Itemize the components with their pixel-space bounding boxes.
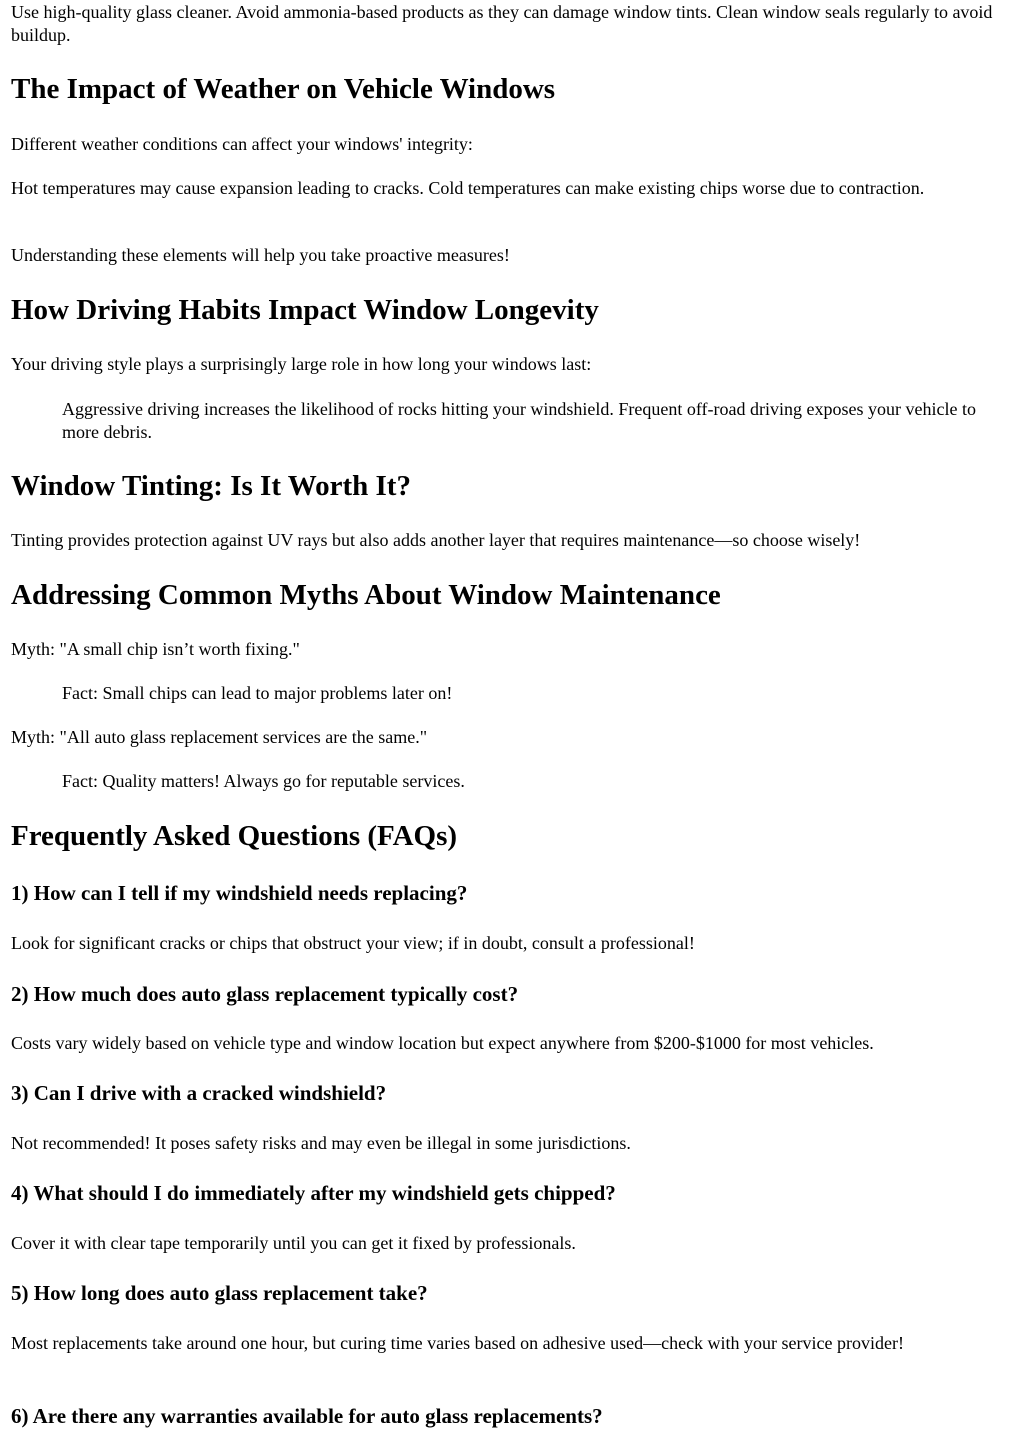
faq-question: 1) How can I tell if my windshield needs replacing? — [11, 881, 468, 905]
driving-heading: How Driving Habits Impact Window Longevity — [11, 294, 599, 326]
tinting-heading: Window Tinting: Is It Worth It? — [11, 470, 411, 502]
faq-heading: Frequently Asked Questions (FAQs) — [11, 820, 458, 852]
weather-lead-paragraph: Different weather conditions can affect your windows' integrity: — [11, 134, 473, 154]
faq-question: 4) What should I do immediately after my windshield gets chipped? — [11, 1181, 616, 1205]
weather-heading: The Impact of Weather on Vehicle Windows — [11, 73, 556, 105]
faq-answer: Not recommended! It poses safety risks and may even be illegal in some jurisdictions. — [11, 1133, 631, 1153]
faq-answer: Costs vary widely based on vehicle type and window location but expect anywhere from $200-$1000 for most vehicles. — [11, 1033, 874, 1053]
driving-lead-paragraph: Your driving style plays a surprisingly large role in how long your windows last: — [11, 354, 592, 374]
faq-question: 3) Can I drive with a cracked windshield? — [11, 1081, 387, 1105]
fact-statement: Fact: Quality matters! Always go for reputable services. — [62, 771, 465, 791]
cleaning-tips-paragraph: Use high-quality glass cleaner. Avoid ammonia-based products as they can damage window tints. Clean window seals regularly to avoid buildup. — [11, 2, 993, 45]
faq-answer: Cover it with clear tape temporarily until you can get it fixed by professionals. — [11, 1233, 576, 1253]
myths-heading: Addressing Common Myths About Window Maintenance — [11, 579, 721, 611]
faq-answer: Most replacements take around one hour, but curing time varies based on adhesive used—check with your service provider! — [11, 1333, 904, 1353]
faq-question: 2) How much does auto glass replacement typically cost? — [11, 982, 519, 1006]
driving-blockquote: Aggressive driving increases the likelihood of rocks hitting your windshield. Frequent off-road driving exposes your vehicle to more debris. — [62, 399, 976, 442]
fact-statement: Fact: Small chips can lead to major problems later on! — [62, 683, 453, 703]
myth-statement: Myth: "A small chip isn’t worth fixing." — [11, 639, 300, 659]
faq-question: 6) Are there any warranties available for auto glass replacements? — [11, 1404, 603, 1428]
myth-statement: Myth: "All auto glass replacement services are the same." — [11, 727, 428, 747]
weather-closing-paragraph: Understanding these elements will help you take proactive measures! — [11, 245, 510, 265]
tinting-paragraph: Tinting provides protection against UV rays but also adds another layer that requires maintenance—so choose wisely! — [11, 530, 861, 550]
weather-details-paragraph: Hot temperatures may cause expansion leading to cracks. Cold temperatures can make existing chips worse due to contraction. — [11, 178, 925, 198]
faq-question: 5) How long does auto glass replacement take? — [11, 1281, 428, 1305]
faq-answer: Look for significant cracks or chips that obstruct your view; if in doubt, consult a professional! — [11, 933, 695, 953]
